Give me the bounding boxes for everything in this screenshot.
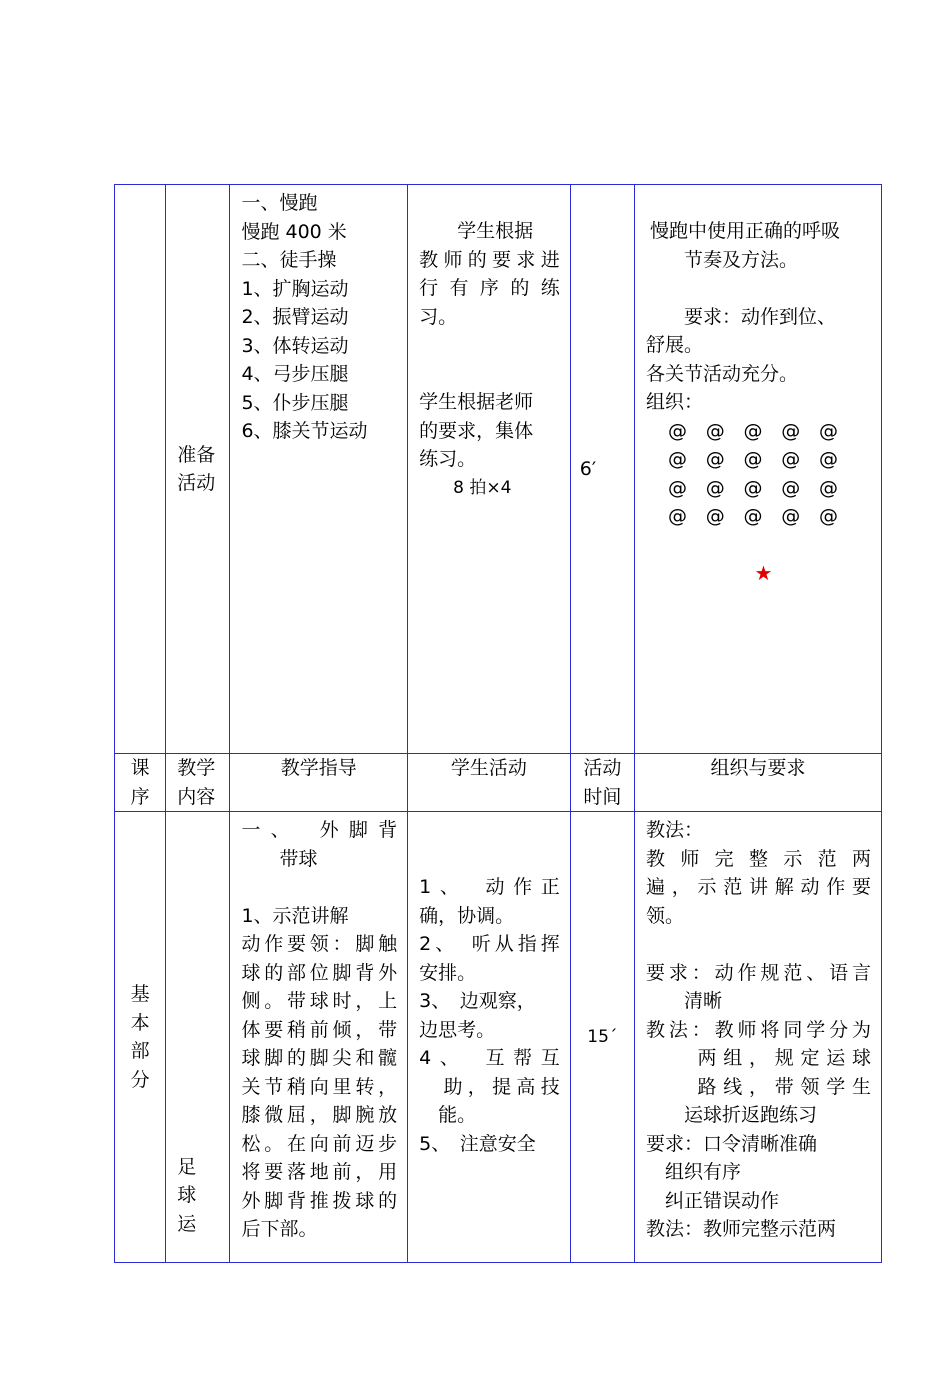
spacer: [419, 360, 560, 389]
org-line: 教法：教师将同学分为: [646, 1018, 871, 1041]
guidance-line: 带球: [241, 847, 318, 870]
prep-student-line: 习。: [419, 305, 458, 328]
student-mark: @: [743, 419, 763, 442]
lesson-plan-table: [114, 184, 882, 1263]
org-line: 运球折返跑练习: [646, 1104, 818, 1126]
prep-content-cell: [166, 185, 230, 754]
spacer: [241, 873, 397, 902]
prep-org-line: 组织：: [646, 391, 704, 413]
prep-item: 2、振臂运动: [241, 306, 349, 328]
prep-item: 3、体转运动: [241, 334, 349, 357]
header-col-guidance: [230, 754, 408, 812]
org-line: 领。: [646, 904, 685, 927]
spacer: [419, 331, 560, 360]
prep-org-line: 舒展。: [646, 334, 704, 356]
prep-org-line: 慢跑中使用正确的呼吸: [650, 220, 841, 242]
student-line: 2、 听从指挥: [419, 933, 560, 955]
header-col-section: [115, 754, 166, 812]
prep-time-cell: [570, 185, 634, 754]
student-mark: @: [668, 419, 687, 442]
org-line: 遍，示范讲解动作要: [646, 876, 871, 898]
prep-org-line: 节奏及方法。: [646, 248, 799, 271]
basic-section-char: 基: [130, 983, 150, 1005]
header-row: [115, 754, 882, 812]
student-mark: @: [781, 476, 801, 499]
header-text: 教学: [177, 757, 216, 779]
guidance-line: 1、示范讲解: [241, 904, 349, 927]
basic-content-char: 足: [177, 1155, 197, 1178]
prep-item: 4、弓步压腿: [241, 363, 349, 385]
header-text: 学生活动: [450, 757, 527, 779]
prep-item: 一、慢跑: [241, 192, 318, 214]
guidance-line: 关节稍向里转，: [241, 1075, 398, 1098]
student-line: 1、 动作正: [419, 876, 560, 898]
student-mark: @: [668, 448, 687, 470]
basic-content-char: 运: [177, 1212, 197, 1235]
prep-student-line: 的要求，集体: [419, 419, 534, 442]
student-line: 助，提高技: [419, 1075, 560, 1098]
formation-row: [668, 445, 838, 474]
prep-label-line: 准备: [177, 443, 216, 466]
spacer: [646, 274, 871, 303]
student-mark: @: [743, 505, 763, 527]
student-mark: @: [743, 448, 763, 470]
basic-content-char: 球: [177, 1184, 197, 1206]
student-mark: @: [819, 419, 838, 442]
basic-guidance-cell: [230, 812, 408, 1263]
spacer: [419, 816, 560, 845]
guidance-line: 球脚的脚尖和髋: [241, 1047, 398, 1069]
org-line: 教师完整示范两: [646, 847, 871, 870]
org-line: 组织有序: [646, 1161, 742, 1183]
header-text: 组织与要求: [710, 757, 806, 779]
basic-section-char: 分: [130, 1068, 150, 1091]
student-line: 能。: [419, 1104, 477, 1126]
guidance-line: 将要落地前，用: [241, 1161, 398, 1183]
header-text: 时间: [583, 785, 622, 808]
org-line: 纠正错误动作: [646, 1189, 780, 1212]
student-mark: @: [705, 476, 725, 499]
student-mark: @: [819, 476, 838, 499]
guidance-line: 膝微屈，脚腕放: [241, 1104, 398, 1126]
basic-time-cell: [570, 812, 634, 1263]
basic-row: [115, 812, 882, 1263]
prep-student-line: 学生根据: [419, 220, 534, 242]
header-text: 序: [130, 785, 150, 808]
guidance-line: 松。在向前迈步: [241, 1132, 398, 1155]
guidance-line: 动作要领：脚触: [241, 933, 398, 955]
basic-section-char: 部: [130, 1040, 150, 1062]
basic-section-cell: [115, 812, 166, 1263]
student-mark: @: [781, 505, 801, 527]
guidance-line: 一、 外脚背: [241, 819, 398, 841]
header-col-student: [408, 754, 571, 812]
prep-student-line: 教师的要求进: [419, 248, 560, 271]
spacer: [419, 845, 560, 874]
spacer: [646, 930, 871, 959]
guidance-line: 后下部。: [241, 1218, 318, 1240]
student-line: 4、 互帮互: [419, 1047, 560, 1069]
prep-guidance-cell: [230, 185, 408, 754]
guidance-line: 侧。带球时，上: [241, 990, 398, 1012]
guidance-line: 体要稍前倾，带: [241, 1018, 398, 1041]
prep-label-line: 活动: [177, 472, 216, 494]
student-mark: @: [819, 505, 838, 527]
student-mark: @: [705, 505, 725, 527]
teacher-star-icon: ★: [754, 560, 773, 585]
basic-student-cell: [408, 812, 571, 1263]
student-mark: @: [781, 419, 801, 442]
student-mark: @: [781, 448, 801, 470]
prep-student-line: 练习。: [419, 448, 477, 470]
header-col-time: [570, 754, 634, 812]
formation-grid: [646, 417, 871, 588]
formation-row: [668, 474, 838, 503]
student-mark: @: [705, 419, 725, 442]
student-mark: @: [668, 476, 687, 499]
student-line: 5、 注意安全: [419, 1132, 536, 1155]
prep-item: 5、仆步压腿: [241, 391, 349, 414]
header-text: 内容: [177, 785, 216, 808]
student-mark: @: [743, 476, 763, 499]
org-line: 教法：教师完整示范两: [646, 1218, 837, 1240]
prep-time: 6′: [579, 457, 597, 480]
org-line: 要求：口令清晰准确: [646, 1132, 818, 1155]
prep-student-cell: [408, 185, 571, 754]
basic-section-char: 本: [130, 1011, 150, 1034]
org-line: 教法：: [646, 819, 704, 841]
formation-row: [668, 417, 838, 446]
prep-item: 二、徒手操: [241, 249, 337, 271]
student-line: 安排。: [419, 961, 477, 984]
student-line: 3、 边观察，: [419, 990, 536, 1012]
student-mark: @: [668, 505, 687, 527]
basic-content-cell: [166, 812, 230, 1263]
prep-org-cell: [635, 185, 882, 754]
formation-row: [668, 502, 838, 531]
student-mark: @: [705, 448, 725, 470]
header-col-content: [166, 754, 230, 812]
guidance-line: 外脚背推拨球的: [241, 1189, 398, 1212]
prep-student-line: 8 拍×4: [419, 477, 512, 498]
prep-item: 慢跑 400 米: [241, 220, 347, 243]
prep-row: [115, 185, 882, 754]
header-text: 活动: [583, 757, 622, 779]
header-text: 课: [130, 757, 150, 779]
student-mark: @: [819, 448, 838, 470]
prep-org-line: 各关节活动充分。: [646, 362, 799, 385]
guidance-line: 球的部位脚背外: [241, 961, 398, 984]
org-line: 要求：动作规范、语言: [646, 961, 871, 984]
prep-student-line: 学生根据老师: [419, 391, 534, 413]
prep-student-line: 行有序的练: [419, 277, 560, 299]
prep-section-cell: [115, 185, 166, 754]
org-line: 路线，带领学生: [646, 1075, 871, 1098]
prep-org-line: 要求：动作到位、: [646, 305, 837, 328]
basic-org-cell: [635, 812, 882, 1263]
header-col-org: [635, 754, 882, 812]
org-line: 两组，规定运球: [646, 1047, 871, 1069]
prep-item: 1、扩胸运动: [241, 277, 349, 300]
prep-item: 6、膝关节运动: [241, 420, 368, 442]
basic-time: 15´: [587, 1026, 618, 1047]
header-text: 教学指导: [280, 757, 357, 779]
student-line: 边思考。: [419, 1018, 496, 1041]
student-line: 确，协调。: [419, 904, 515, 927]
org-line: 清晰: [646, 990, 723, 1012]
